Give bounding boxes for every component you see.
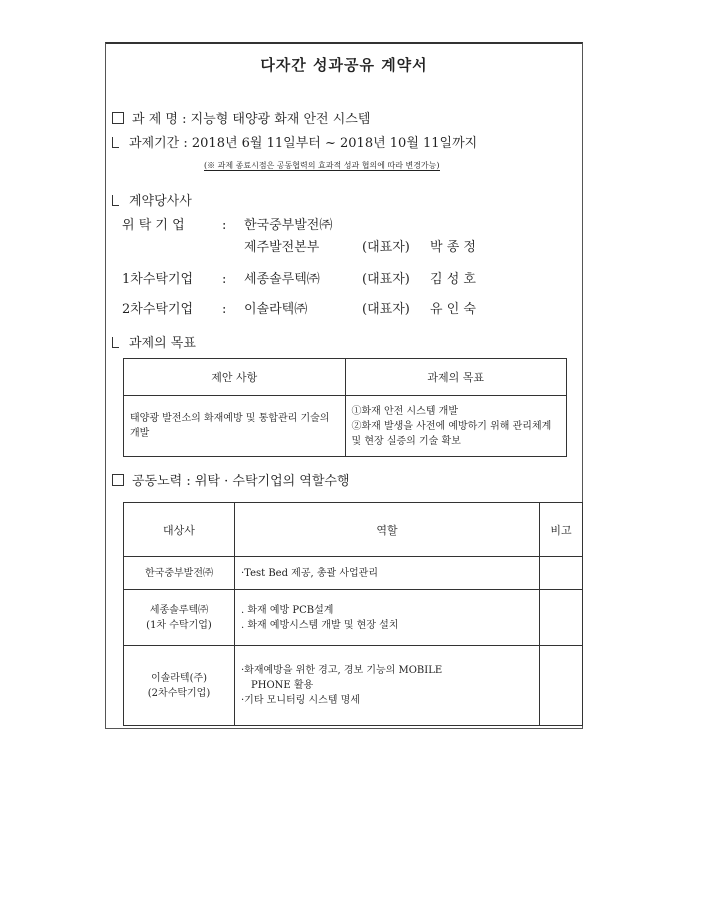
role-table-header-target: 대상사	[124, 503, 235, 557]
project-name-label: 과 제 명 :	[132, 112, 187, 127]
bracket-icon	[112, 337, 119, 348]
goal-target-cell: ①화재 안전 시스템 개발 ②화재 발생을 사전에 예방하기 위해 관리체계 및 현장 실증의 기술 확보	[345, 396, 567, 457]
contract-document	[105, 42, 583, 729]
party-row-1-sub: 제주발전본부 (대표자) 박 종 정	[244, 240, 476, 255]
project-period: 2018년 6월 11일부터 ~ 2018년 10월 11일까지	[191, 136, 478, 151]
bracket-icon	[112, 195, 119, 206]
role-table-header-role: 역할	[235, 503, 540, 557]
role-desc-1: ·Test Bed 제공, 총괄 사업관리	[235, 557, 540, 590]
role-target-1: 한국중부발전㈜	[124, 557, 235, 590]
project-name-line	[112, 108, 370, 127]
goal-table-header-proposal: 제안 사항	[124, 359, 346, 396]
role-target-2: 세종솔루텍㈜ (1차 수탁기업)	[124, 590, 235, 646]
parties-heading: 계약당사사	[112, 190, 192, 209]
goal-table	[123, 358, 567, 457]
goal-proposal-cell: 태양광 발전소의 화재예방 및 통합관리 기술의 개발	[124, 396, 346, 457]
role-note-1	[540, 557, 583, 590]
role-target-3: 이솔라텍(주) (2차수탁기업)	[124, 646, 235, 726]
document-title: 다자간 성과공유 계약서	[260, 56, 428, 74]
checkbox-icon	[112, 112, 124, 124]
bracket-icon	[112, 137, 119, 148]
checkbox-icon	[112, 474, 124, 486]
role-desc-3: ·화재예방을 위한 경고, 경보 기능의 MOBILE PHONE 활용 ·기타 모니터링 시스템 명세	[235, 646, 540, 726]
role-table	[123, 502, 583, 726]
party-row-3: 2차수탁기업 : 이솔라텍㈜ (대표자) 유 인 숙	[122, 302, 476, 317]
role-desc-2: . 화재 예방 PCB설계 . 화재 예방시스템 개발 및 현장 설치	[235, 590, 540, 646]
project-period-label: 과제기간 :	[129, 136, 188, 151]
role-note-2	[540, 590, 583, 646]
role-note-3	[540, 646, 583, 726]
project-name: 지능형 태양광 화재 안전 시스템	[190, 112, 371, 127]
goal-heading: 과제의 목표	[112, 332, 196, 351]
role-table-header-note: 비고	[540, 503, 583, 557]
project-period-line	[112, 132, 477, 151]
period-note: (※ 과제 종료시점은 공동협력의 효과적 성과 협의에 따라 변경가능)	[204, 161, 440, 170]
party-row-1: 위 탁 기 업 : 한국중부발전㈜	[122, 218, 333, 233]
cooperation-heading: 공동노력 : 위탁 · 수탁기업의 역할수행	[112, 470, 350, 489]
party-row-2: 1차수탁기업 : 세종솔루텍㈜ (대표자) 김 성 호	[122, 272, 476, 287]
goal-table-header-goal: 과제의 목표	[345, 359, 567, 396]
